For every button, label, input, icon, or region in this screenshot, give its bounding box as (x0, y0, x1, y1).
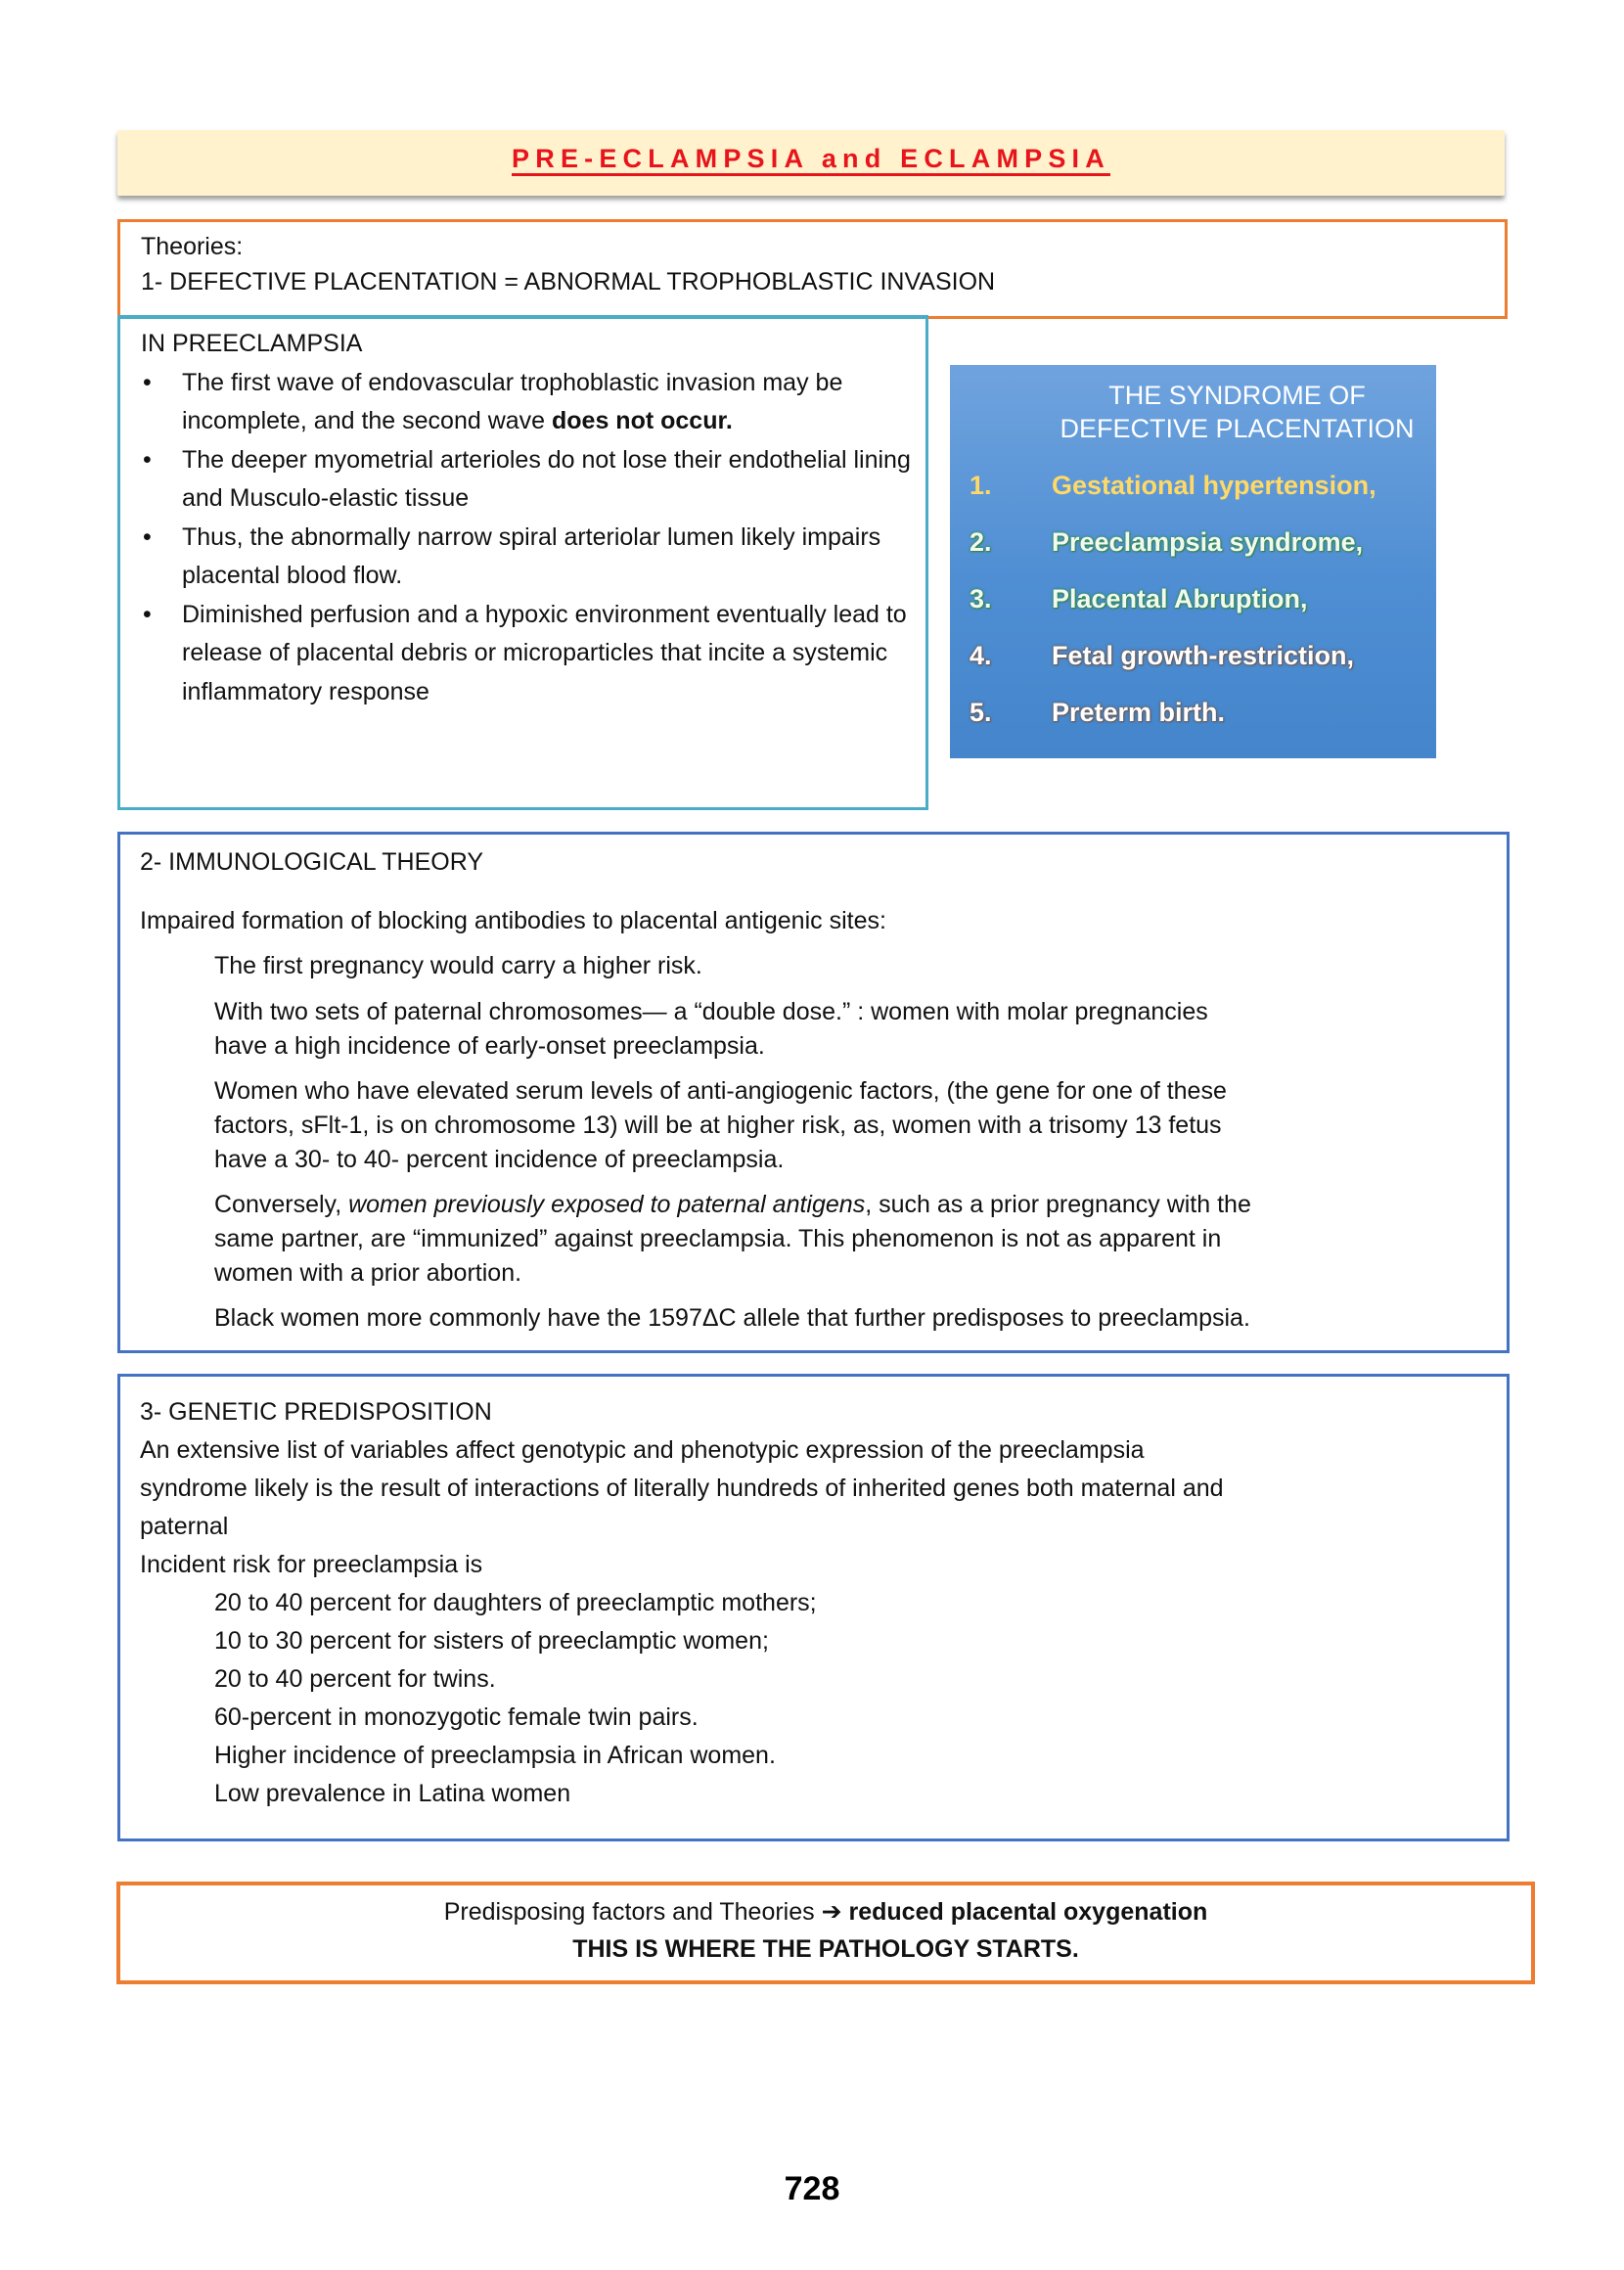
theories-label: Theories: (141, 233, 244, 260)
bullet-icon: • (143, 445, 152, 474)
immunological-point-3-line-1: Women who have elevated serum levels of anti-angiogenic factors, (the gene for one of these (214, 1077, 1227, 1105)
summary-emphasis: reduced placental oxygenation (841, 1898, 1208, 1926)
syndrome-item-number: 2. (970, 527, 992, 557)
immunological-point-4-line-1 (214, 1188, 1251, 1222)
syndrome-item-text: Preeclampsia syndrome, (1052, 527, 1364, 557)
in-preeclampsia-list (141, 325, 924, 711)
in-preeclampsia-heading: IN PREECLAMPSIA (141, 330, 363, 357)
bullet-icon: • (143, 368, 152, 396)
immunological-point-3-line-3: have a 30- to 40- percent incidence of preeclampsia. (214, 1146, 785, 1173)
immunological-point-2-line-2: have a high incidence of early-onset preeclampsia. (214, 1032, 765, 1060)
list-item-text: Diminished perfusion and a hypoxic environment eventually lead to release of placental debris or microparticles that incite a systemic inflammatory response (182, 600, 907, 705)
list-item (141, 364, 924, 441)
bullet-icon: • (143, 600, 152, 628)
genetic-risk-item: 10 to 30 percent for sisters of preeclamptic women; (214, 1627, 769, 1655)
title-banner (117, 130, 1505, 196)
syndrome-item-text: Gestational hypertension, (1052, 471, 1376, 500)
immunological-intro: Impaired formation of blocking antibodies to placental antigenic sites: (140, 907, 886, 934)
syndrome-item-number: 3. (970, 584, 992, 613)
genetic-intro-line-3: paternal (140, 1513, 229, 1540)
syndrome-item (970, 584, 1308, 614)
immunological-point-4-line-3: women with a prior abortion. (214, 1259, 522, 1287)
italic-text-run: women previously exposed to paternal antigens (348, 1191, 866, 1218)
genetic-risk-label: Incident risk for preeclampsia is (140, 1551, 483, 1578)
page-title: PRE-ECLAMPSIA and ECLAMPSIA (512, 144, 1110, 173)
text-run: , such as a prior pregnancy with the (865, 1191, 1251, 1218)
list-item (141, 596, 924, 712)
syndrome-item (970, 527, 1363, 558)
syndrome-item-number: 4. (970, 641, 992, 670)
genetic-intro-line-1: An extensive list of variables affect genotypic and phenotypic expression of the preeclampsia (140, 1436, 1145, 1464)
text-run: Conversely, (214, 1191, 349, 1218)
list-item-bold-text: does not occur. (552, 407, 733, 434)
syndrome-item-text: Placental Abruption, (1052, 584, 1308, 613)
theory-1-heading: 1- DEFECTIVE PLACENTATION = ABNORMAL TROPHOBLASTIC INVASION (141, 268, 996, 295)
immunological-point-3-line-2: factors, sFlt-1, is on chromosome 13) will be at higher risk, as, women with a trisomy 13 fetus (214, 1112, 1222, 1139)
genetic-risk-item: 20 to 40 percent for daughters of preeclamptic mothers; (214, 1589, 817, 1616)
immunological-point-4-line-2: same partner, are “immunized” against preeclampsia. This phenomenon is not as apparent in (214, 1225, 1222, 1252)
list-item (141, 519, 924, 596)
immunological-heading: 2- IMMUNOLOGICAL THEORY (140, 848, 483, 876)
genetic-intro-line-2: syndrome likely is the result of interactions of literally hundreds of inherited genes both maternal and (140, 1475, 1224, 1502)
list-item-text: The deeper myometrial arterioles do not lose their endothelial lining and Musculo-elastic tissue (182, 445, 911, 512)
right-arrow-icon: ➔ (821, 1898, 842, 1926)
syndrome-item (970, 641, 1354, 671)
genetic-risk-item: Low prevalence in Latina women (214, 1780, 571, 1807)
text-run: Predisposing factors and Theories (443, 1898, 822, 1926)
in-preeclampsia-box (117, 315, 928, 810)
genetic-risk-item: 60-percent in monozygotic female twin pairs. (214, 1703, 699, 1731)
syndrome-item (970, 698, 1225, 728)
immunological-theory-box (117, 832, 1510, 1353)
genetic-predisposition-box (117, 1374, 1510, 1841)
immunological-point-2-line-1: With two sets of paternal chromosomes— a “double dose.” : women with molar pregnancies (214, 998, 1208, 1025)
syndrome-title-line-2: DEFECTIVE PLACENTATION (1060, 414, 1415, 443)
syndrome-item-text: Fetal growth-restriction, (1052, 641, 1355, 670)
syndrome-item (970, 471, 1376, 501)
genetic-risk-item: 20 to 40 percent for twins. (214, 1665, 496, 1693)
syndrome-item-text: Preterm birth. (1052, 698, 1226, 727)
syndrome-item-number: 1. (970, 471, 992, 500)
syndrome-title (950, 379, 1436, 445)
list-item-text: The first wave of endovascular trophoblastic invasion may be incomplete, and the second wave (182, 368, 843, 434)
summary-box (116, 1882, 1535, 1984)
syndrome-box (950, 365, 1436, 758)
genetic-risk-item: Higher incidence of preeclampsia in African women. (214, 1742, 776, 1769)
immunological-point-1: The first pregnancy would carry a higher risk. (214, 952, 702, 979)
genetic-heading: 3- GENETIC PREDISPOSITION (140, 1398, 492, 1426)
syndrome-item-number: 5. (970, 698, 992, 727)
theories-box (117, 219, 1508, 319)
page-number: 728 (784, 2170, 840, 2207)
immunological-point-5: Black women more commonly have the 1597ΔC allele that further predisposes to preeclampsia. (214, 1304, 1250, 1332)
bullet-icon: • (143, 522, 152, 551)
list-item-text: Thus, the abnormally narrow spiral arteriolar lumen likely impairs placental blood flow. (182, 522, 881, 589)
syndrome-title-line-1: THE SYNDROME OF (1108, 381, 1366, 410)
summary-line-1 (120, 1897, 1531, 1927)
list-item (141, 441, 924, 519)
summary-line-2: THIS IS WHERE THE PATHOLOGY STARTS. (572, 1935, 1079, 1963)
